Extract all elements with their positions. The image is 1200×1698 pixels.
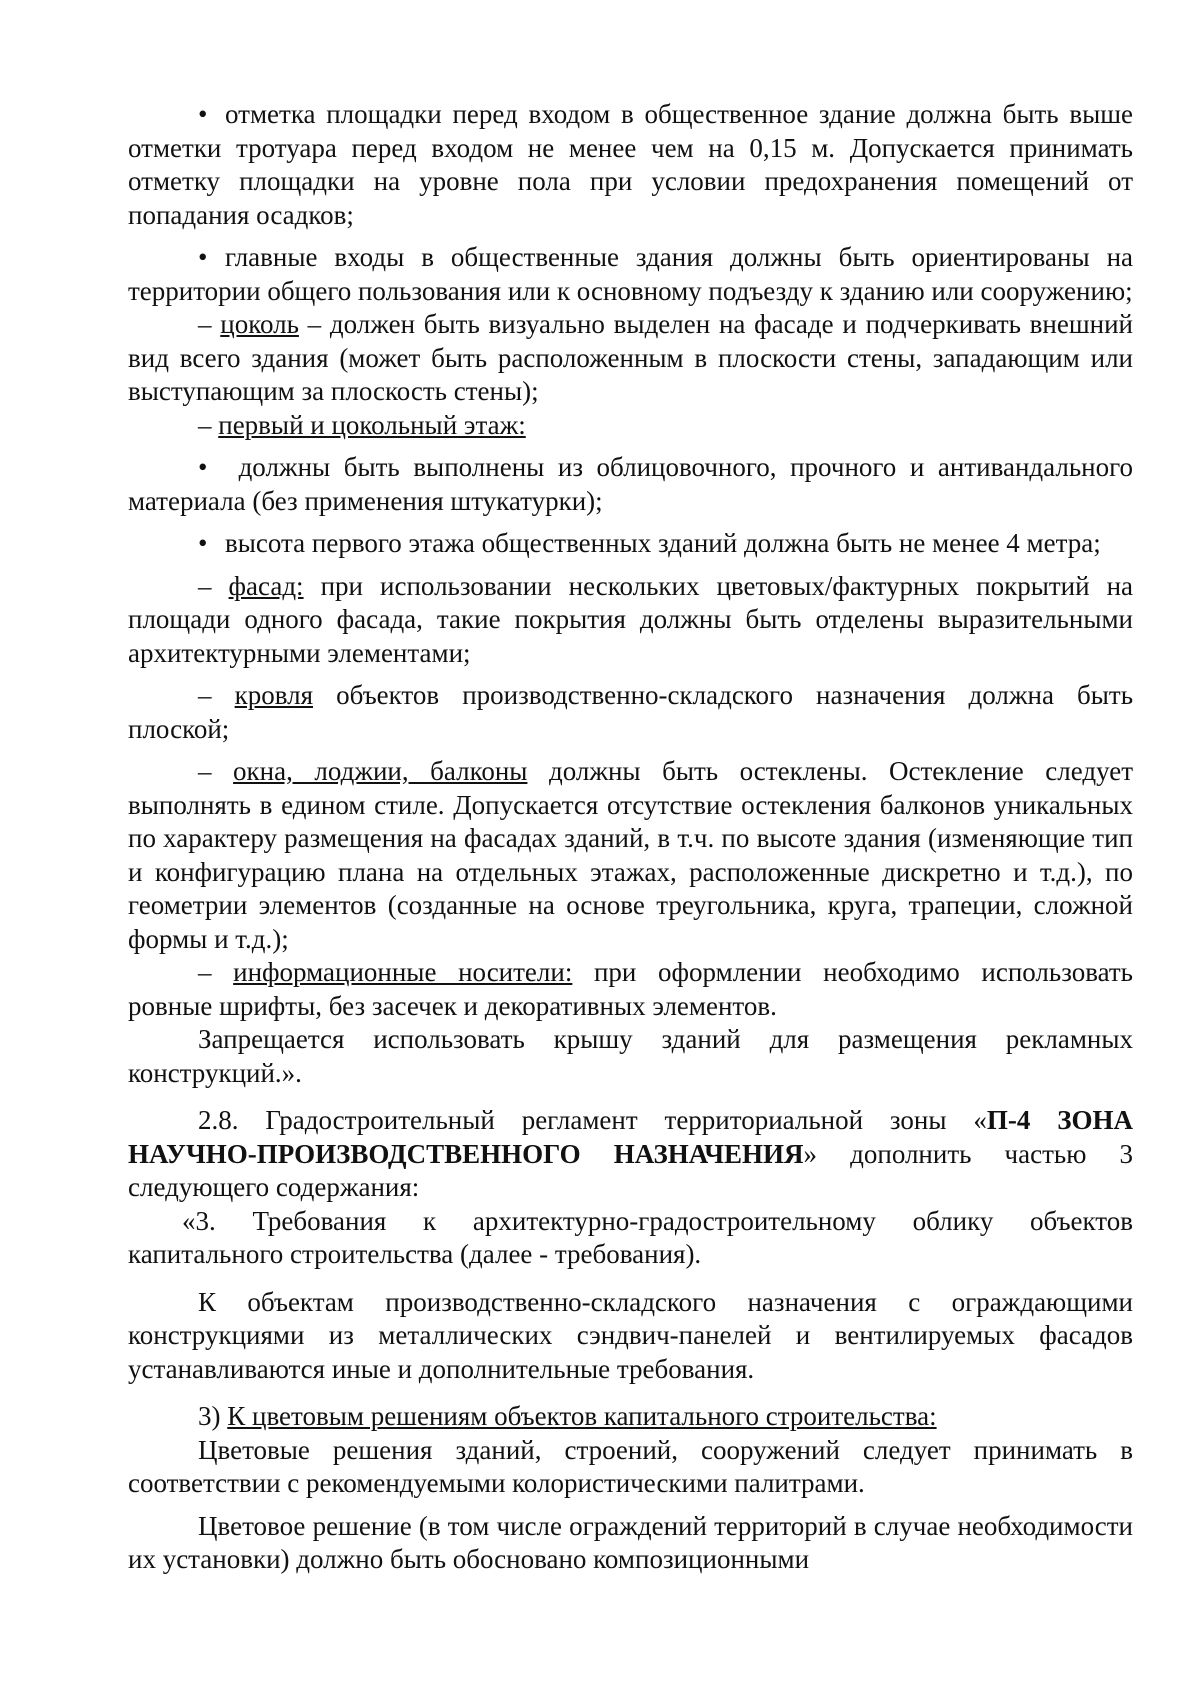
bullet-icon: • bbox=[198, 242, 208, 272]
paragraph-text: Цветовое решение (в том числе ограждений территорий в случае необходимости их установки) должно быть обосновано композиционными bbox=[128, 1510, 1133, 1574]
underlined-term: окна, лоджии, балконы bbox=[233, 756, 528, 786]
underlined-term: К цветовым решениям объектов капитального строительства: bbox=[227, 1401, 937, 1431]
paragraph bbox=[128, 956, 1133, 1023]
paragraph bbox=[128, 308, 1133, 409]
bullet-icon: • bbox=[198, 528, 208, 558]
list-number: 3) bbox=[198, 1401, 221, 1431]
paragraph bbox=[128, 241, 1133, 308]
paragraph-text: К объектам производственно-складского назначения с ограждающими конструкциями из металлических сэндвич-панелей и вентилируемых фасадов устанавливаются иные и дополнительные требования. bbox=[128, 1286, 1133, 1384]
paragraph-text: объектов производственно-складского назначения должна быть плоской; bbox=[128, 680, 1134, 744]
paragraph-text: » дополнить частью 3 следующего содержания: bbox=[128, 1138, 1133, 1202]
paragraph bbox=[128, 451, 1133, 518]
paragraph bbox=[128, 1205, 1133, 1272]
paragraph-text: «3. Требования к архитектурно-градостроительному облику объектов капитального строительства (далее - требования). bbox=[128, 1205, 1133, 1269]
paragraph bbox=[128, 1434, 1133, 1501]
underlined-term: первый и цокольный этаж: bbox=[218, 409, 526, 440]
paragraph bbox=[128, 1400, 1133, 1434]
dash: – bbox=[198, 756, 212, 786]
paragraph-text: при оформлении необходимо использовать ровные шрифты, без засечек и декоративных элементов. bbox=[128, 957, 1133, 1021]
bullet-icon: • bbox=[198, 452, 208, 482]
paragraph-text: должны быть остеклены. Остекление следует выполнять в едином стиле. Допускается отсутствие остекления балконов уникальных по характеру размещения на фасадах зданий, в т.ч. по высоте здания (изменяющие тип и конфигурацию плана на отдельных этажах, расположенные дискретно и т.д.), по геометрии элементов (созданные на основе треугольника, круга, трапеции, сложной формы и т.д.); bbox=[128, 756, 1134, 954]
dash: – bbox=[198, 409, 212, 440]
underlined-term: кровля bbox=[234, 680, 314, 710]
paragraph bbox=[128, 1023, 1133, 1090]
underlined-term: информационные носители: bbox=[233, 957, 573, 987]
paragraph bbox=[128, 409, 1133, 443]
paragraph bbox=[128, 527, 1133, 561]
paragraph-text: высота первого этажа общественных зданий должна быть не менее 4 метра; bbox=[225, 528, 1101, 558]
underlined-term: цоколь bbox=[220, 309, 299, 339]
paragraph-text: должны быть выполнены из облицовочного, прочного и антивандального материала (без применения штукатурки); bbox=[128, 452, 1133, 516]
zone-title: П-4 ЗОНА НАУЧНО-ПРОИЗВОДСТВЕННОГО НАЗНАЧЕНИЯ bbox=[128, 1105, 1133, 1169]
dash: – bbox=[198, 680, 212, 710]
paragraph-text: отметка площадки перед входом в общественное здание должна быть выше отметки тротуара перед входом не менее чем на 0,15 м. Допускается принимать отметку площадки на уровне пола при условии предохранения помещений от попадания осадков; bbox=[128, 99, 1133, 230]
paragraph bbox=[128, 570, 1133, 671]
paragraph bbox=[128, 679, 1133, 746]
paragraph-text: главные входы в общественные здания должны быть ориентированы на территории общего пользования или к основному подъезду к зданию или сооружению; bbox=[128, 242, 1133, 306]
document-page bbox=[128, 98, 1133, 1577]
dash: – bbox=[198, 570, 212, 601]
paragraph bbox=[128, 755, 1133, 956]
paragraph-text: Запрещается использовать крышу зданий для размещения рекламных конструкций.». bbox=[128, 1024, 1133, 1088]
dash: – bbox=[198, 309, 212, 339]
paragraph bbox=[128, 1286, 1133, 1387]
dash: – bbox=[198, 957, 212, 987]
paragraph-text: 2.8. Градостроительный регламент территориальной зоны « bbox=[198, 1105, 987, 1135]
paragraph bbox=[128, 1510, 1133, 1577]
bullet-icon: • bbox=[198, 99, 208, 129]
paragraph bbox=[128, 98, 1133, 232]
paragraph-text: Цветовые решения зданий, строений, сооружений следует принимать в соответствии с рекомендуемыми колористическими палитрами. bbox=[128, 1434, 1133, 1498]
paragraph-text: при использовании нескольких цветовых/фактурных покрытий на площади одного фасада, такие покрытия должны быть отделены выразительными архитектурными элементами; bbox=[128, 570, 1134, 668]
underlined-term: фасад: bbox=[228, 570, 304, 601]
paragraph-text: – должен быть визуально выделен на фасаде и подчеркивать внешний вид всего здания (может быть расположенным в плоскости стены, западающим или выступающим за плоскость стены); bbox=[128, 309, 1134, 406]
paragraph bbox=[128, 1104, 1133, 1205]
